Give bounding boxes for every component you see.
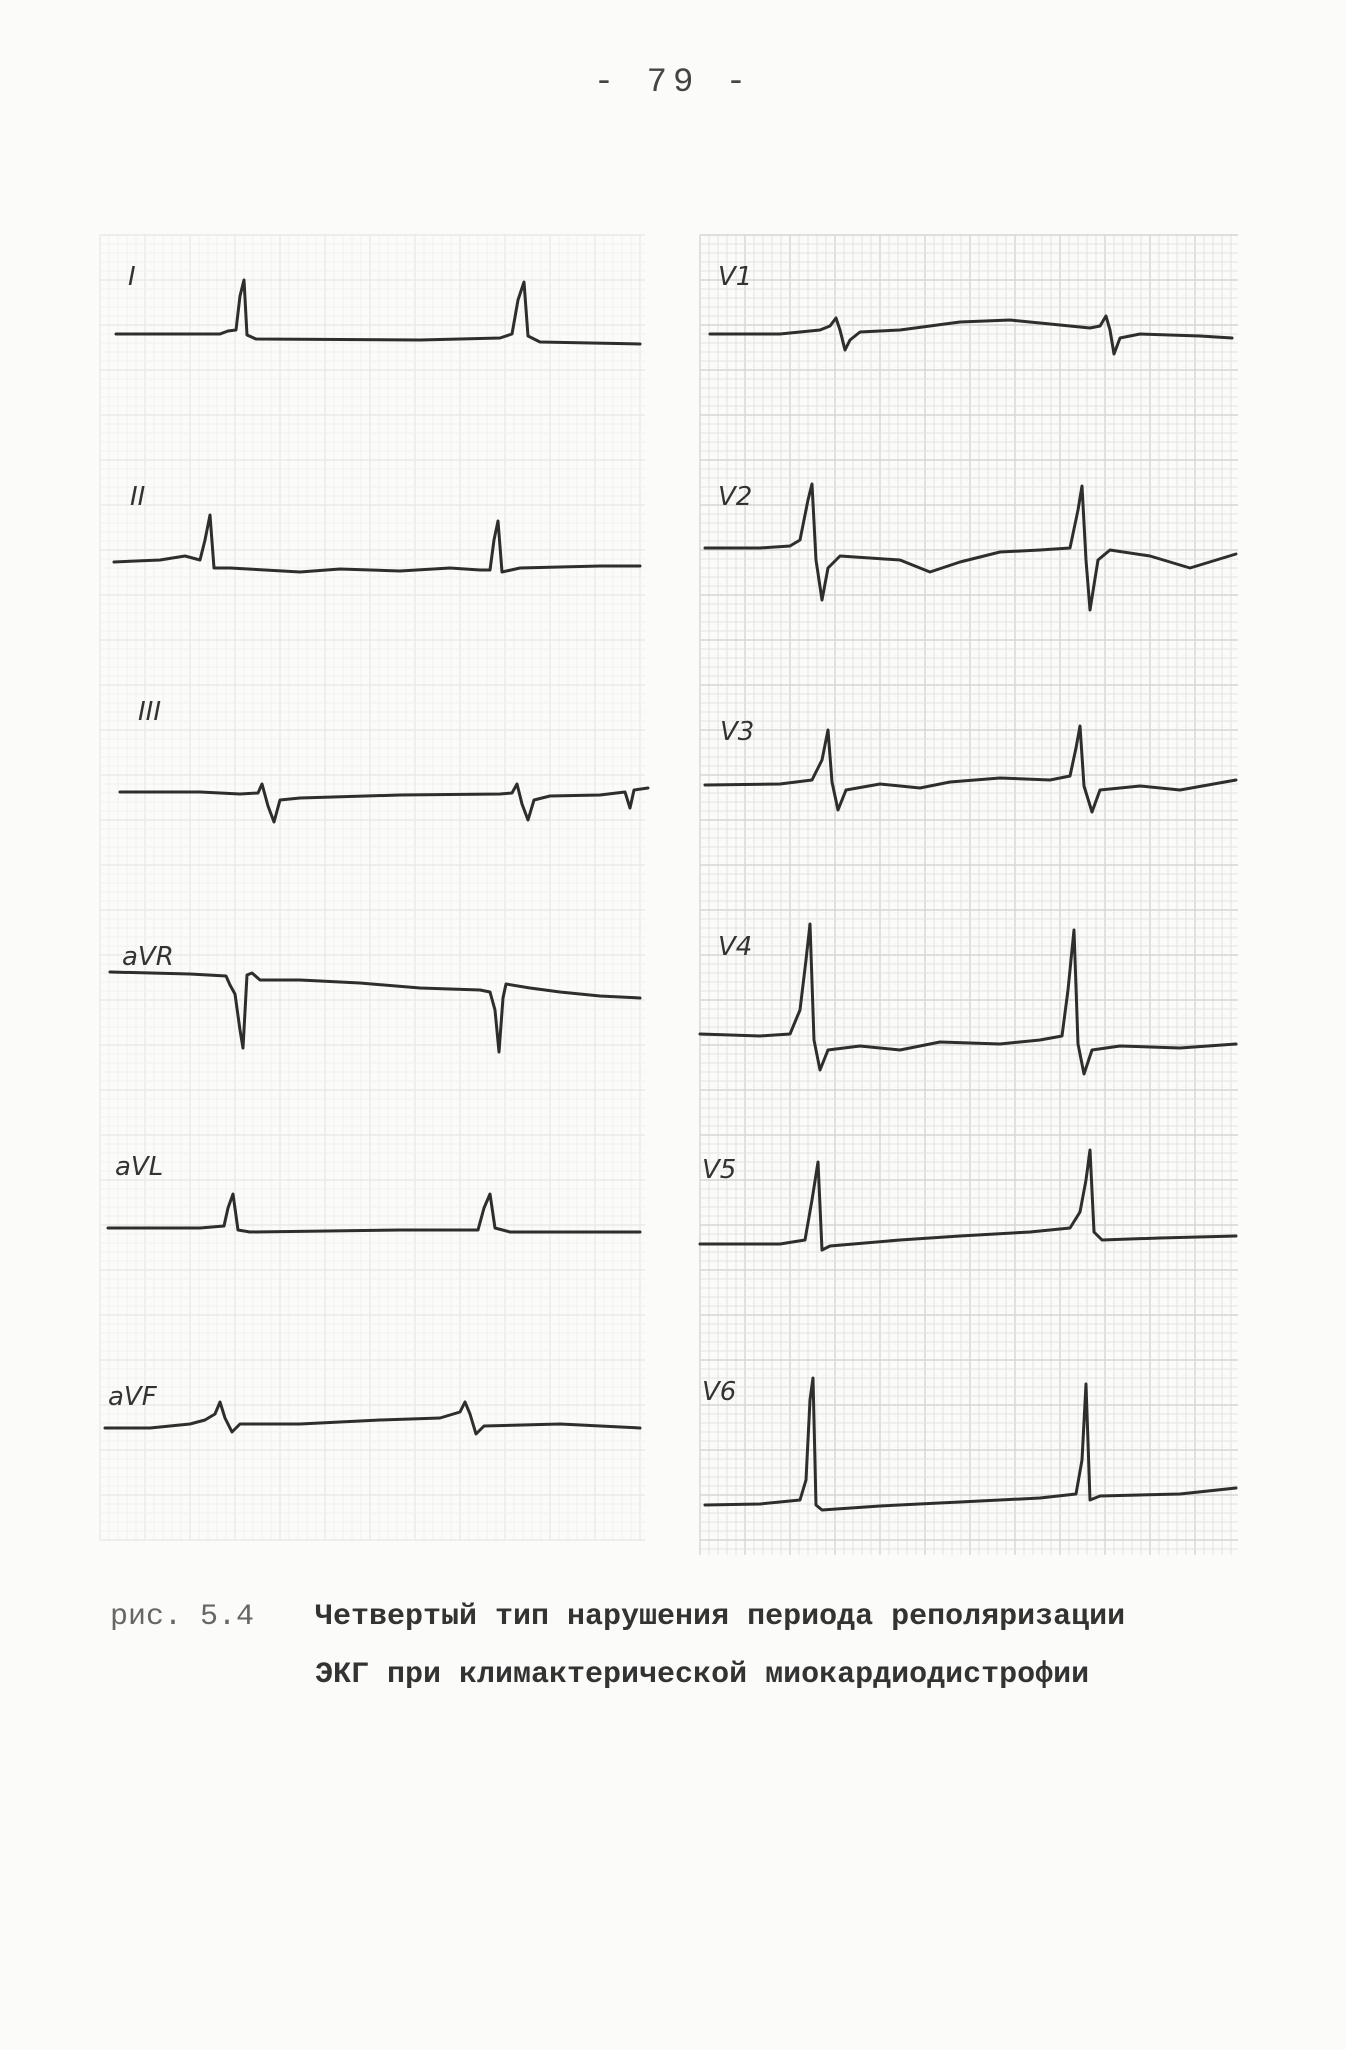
lead-label-I: I <box>128 262 136 292</box>
lead-label-III: III <box>138 697 162 727</box>
lead-label-II: II <box>130 482 146 512</box>
lead-I <box>116 262 640 344</box>
lead-label-V5: V5 <box>702 1155 737 1185</box>
lead-V1 <box>710 262 1232 354</box>
lead-label-V6: V6 <box>702 1377 737 1407</box>
page-number: - 79 - <box>593 64 753 102</box>
lead-label-V3: V3 <box>720 717 755 747</box>
chart-paper-grid <box>700 235 1238 1555</box>
lead-label-V4: V4 <box>718 932 753 962</box>
caption-label: рис. 5.4 <box>110 1600 255 1634</box>
ecg-trace-aVF <box>105 1402 640 1434</box>
ecg-trace-V1 <box>710 316 1232 354</box>
lead-label-aVL: aVL <box>115 1152 164 1182</box>
lead-label-V1: V1 <box>718 262 753 292</box>
ecg-trace-V5 <box>700 1150 1236 1250</box>
ecg-trace-II <box>114 515 640 572</box>
lead-label-V2: V2 <box>718 482 753 512</box>
lead-aVL <box>108 1152 640 1232</box>
chart-paper-grid-faint <box>100 235 645 1540</box>
lead-aVF <box>105 1382 640 1434</box>
lead-V5 <box>700 1150 1236 1250</box>
caption-line-1: Четвертый тип нарушения периода реполяризации <box>315 1600 1126 1634</box>
ecg-trace-aVL <box>108 1194 640 1232</box>
lead-label-aVR: aVR <box>122 942 174 972</box>
lead-V6 <box>702 1377 1236 1510</box>
lead-label-aVF: aVF <box>108 1382 157 1412</box>
caption-line-2: ЭКГ при климактерической миокардиодистрофии <box>315 1658 1090 1692</box>
